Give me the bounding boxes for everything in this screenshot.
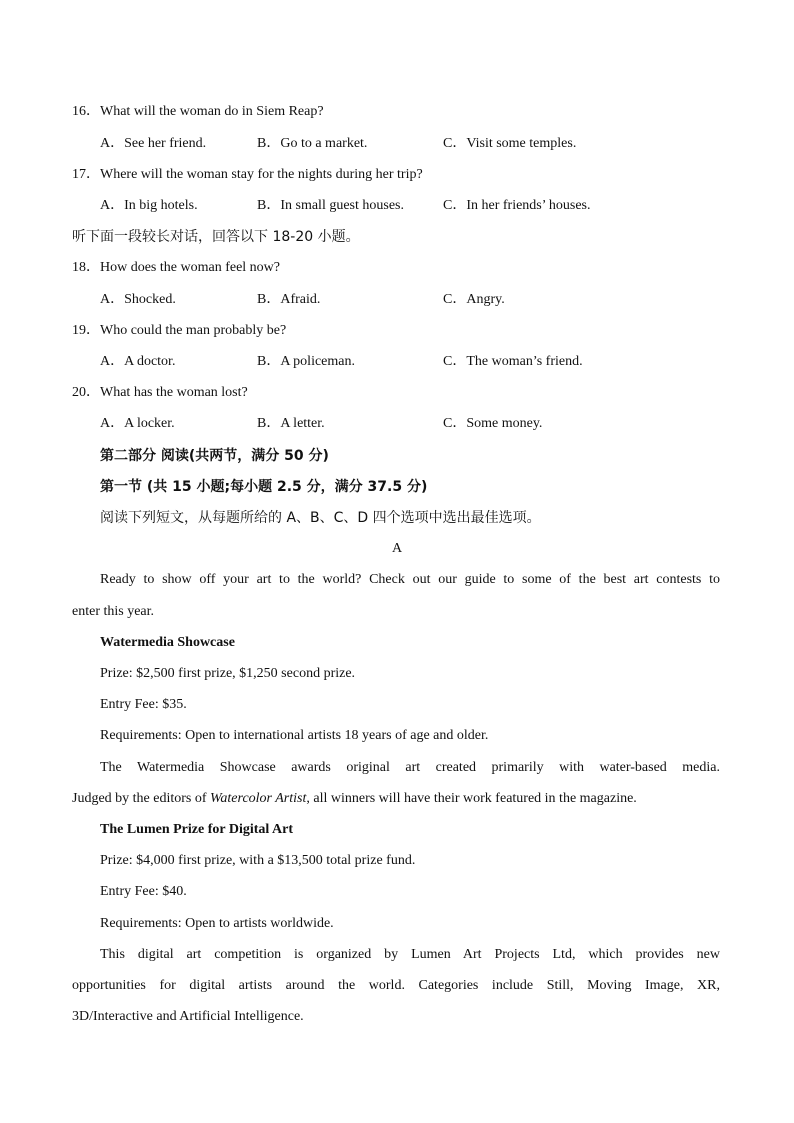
contest2-name: The Lumen Prize for Digital Art (100, 822, 293, 837)
magazine-title: Watercolor Artist (210, 791, 307, 806)
question-20-option-a: A．A locker. (100, 416, 175, 431)
question-17-stem: 17．Where will the woman stay for the nights during her trip? (72, 167, 423, 182)
question-18-option-b: B．Afraid. (257, 292, 321, 307)
question-18-option-c: C．Angry. (443, 292, 505, 307)
question-19-option-b: B．A policeman. (257, 354, 355, 369)
passage-label: A (391, 541, 403, 556)
question-16-option-b: B．Go to a market. (257, 136, 368, 151)
question-20-option-b: B．A letter. (257, 416, 325, 431)
question-20-option-c: C．Some money. (443, 416, 543, 431)
contest1-desc-post: , all winners will have their work featured in the magazine. (306, 791, 637, 806)
contest1-desc-pre: Judged by the editors of (72, 791, 211, 806)
question-19-option-a: A．A doctor. (100, 354, 176, 369)
contest1-prize: Prize: $2,500 first prize, $1,250 second prize. (100, 666, 356, 681)
contest1-fee: Entry Fee: $35. (100, 697, 187, 712)
contest1-desc-line-2 (72, 789, 637, 809)
contest2-requirements: Requirements: Open to artists worldwide. (100, 916, 334, 931)
part2-title: 第二部分 阅读(共两节，满分 50 分) (100, 448, 329, 464)
dialog-instruction: 听下面一段较长对话，回答以下 18-20 小题。 (72, 229, 360, 245)
contest2-fee: Entry Fee: $40. (100, 884, 187, 899)
intro-line-1: Ready to show off your art to the world? Check out our guide to some of the best art contests to (100, 572, 720, 587)
question-17-option-a: A．In big hotels. (100, 198, 198, 213)
question-19-option-c: C．The woman’s friend. (443, 354, 583, 369)
contest2-prize: Prize: $4,000 first prize, with a $13,500 total prize fund. (100, 853, 416, 868)
reading-instruction: 阅读下列短文，从每题所给的 A、B、C、D 四个选项中选出最佳选项。 (100, 510, 541, 526)
question-20-stem: 20．What has the woman lost? (72, 385, 248, 400)
intro-line-2: enter this year. (72, 604, 155, 619)
contest2-desc-line-2: opportunities for digital artists around the world. Categories include Still, Moving Image, XR, (72, 978, 720, 993)
question-17-option-c: C．In her friends’ houses. (443, 198, 591, 213)
contest1-requirements: Requirements: Open to international artists 18 years of age and older. (100, 728, 489, 743)
question-18-option-a: A．Shocked. (100, 292, 176, 307)
contest1-desc-line-1: The Watermedia Showcase awards original art created primarily with water-based media. (100, 760, 720, 775)
question-18-stem: 18．How does the woman feel now? (72, 260, 281, 275)
question-16-stem: 16．What will the woman do in Siem Reap? (72, 104, 324, 119)
question-19-stem: 19．Who could the man probably be? (72, 323, 287, 338)
contest2-desc-line-3: 3D/Interactive and Artificial Intelligence. (72, 1009, 304, 1024)
question-16-option-c: C．Visit some temples. (443, 136, 577, 151)
question-17-option-b: B．In small guest houses. (257, 198, 404, 213)
contest2-desc-line-1: This digital art competition is organized by Lumen Art Projects Ltd, which provides new (100, 947, 720, 962)
section1-title: 第一节 (共 15 小题;每小题 2.5 分，满分 37.5 分) (100, 479, 428, 495)
question-16-option-a: A．See her friend. (100, 136, 207, 151)
contest1-name: Watermedia Showcase (100, 635, 235, 650)
